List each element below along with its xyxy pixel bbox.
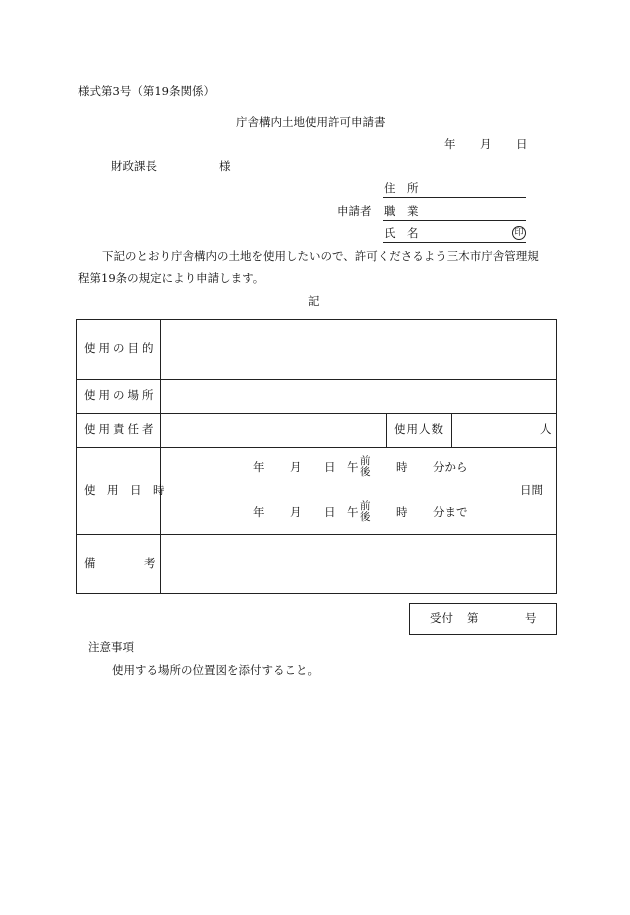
remarks-label-1: 備	[84, 556, 96, 570]
from-minute: 分から	[433, 460, 468, 474]
place-label: 使用の場所	[84, 388, 157, 402]
notes-item: 使用する場所の位置図を添付すること。	[112, 663, 319, 677]
from-ampm-bottom: 後	[360, 466, 371, 479]
form-number: 様式第3号（第19条関係）	[78, 84, 215, 98]
date-year: 年	[444, 137, 456, 151]
occupation-label: 職 業	[384, 204, 419, 218]
table-border	[76, 319, 557, 594]
form-title: 庁舎構内土地使用許可申請書	[236, 115, 386, 129]
from-month: 月	[290, 460, 302, 474]
to-ampm	[360, 501, 371, 523]
datetime-label: 使 用 日 時	[84, 483, 165, 497]
receipt-dai: 第	[467, 611, 479, 625]
body-text-line-2: 程第19条の規定により申請します。	[78, 271, 265, 285]
to-ampm-bottom: 後	[360, 511, 371, 524]
from-ampm-top: 前	[360, 455, 371, 467]
from-ampm-prefix: 午	[347, 460, 359, 474]
responsible-label: 使用責任者	[84, 422, 157, 436]
row-divider-1	[76, 379, 557, 380]
row-divider-4	[76, 534, 557, 535]
to-month: 月	[290, 505, 302, 519]
people-unit: 人	[540, 422, 552, 436]
row-divider-3	[76, 447, 557, 448]
addressee-suffix: 様	[219, 159, 231, 173]
to-ampm-prefix: 午	[347, 505, 359, 519]
address-label: 住 所	[384, 181, 419, 195]
from-hour: 時	[396, 460, 408, 474]
occupation-line	[383, 220, 526, 221]
days-label: 日間	[520, 483, 543, 497]
to-day: 日	[324, 505, 336, 519]
to-minute: 分まで	[433, 505, 468, 519]
seal-mark: 印	[512, 226, 526, 240]
to-year: 年	[253, 505, 265, 519]
from-ampm	[360, 456, 371, 478]
from-year: 年	[253, 460, 265, 474]
row-divider-2	[76, 413, 557, 414]
purpose-label: 使用の目的	[84, 341, 157, 355]
from-day: 日	[324, 460, 336, 474]
applicant-label: 申請者	[337, 204, 372, 218]
notes-heading: 注意事項	[88, 640, 134, 654]
receipt-go: 号	[525, 611, 537, 625]
name-label: 氏 名	[384, 226, 419, 240]
to-ampm-top: 前	[360, 500, 371, 512]
people-divider-right	[451, 413, 452, 447]
label-column-divider	[160, 319, 161, 594]
date-day: 日	[516, 137, 528, 151]
addressee-name: 財政課長	[111, 159, 157, 173]
people-label: 使用人数	[394, 422, 444, 436]
to-hour: 時	[396, 505, 408, 519]
name-line	[383, 242, 526, 243]
date-month: 月	[480, 137, 492, 151]
people-divider-left	[386, 413, 387, 447]
address-line	[383, 197, 526, 198]
ki-mark: 記	[308, 294, 320, 308]
body-text-line-1: 下記のとおり庁舎構内の土地を使用したいので、許可くださるよう三木市庁舎管理規	[102, 249, 539, 263]
remarks-label-2: 考	[144, 556, 156, 570]
receipt-label: 受付	[430, 611, 453, 625]
